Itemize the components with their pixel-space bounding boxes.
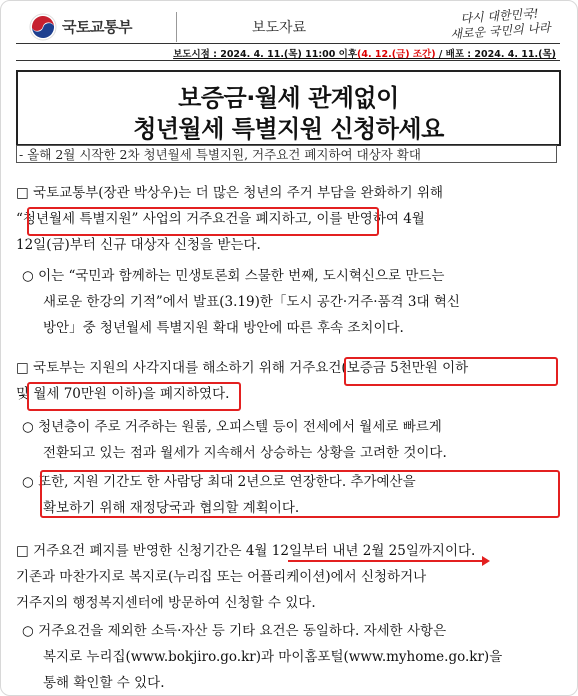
line-text: 거주요건을 제외한 소득·자산 등 기타 요건은 동일하다. 자세한 사항은: [38, 623, 447, 639]
square-bullet-icon: □: [16, 185, 29, 201]
slogan-line-1: 다시 대한민국!: [459, 6, 539, 26]
section-line: [16, 263, 556, 289]
section-line: 복지로 누리집(www.bokjiro.go.kr)과 마이홈포털(www.myhome.go.kr)을: [43, 649, 503, 665]
highlight-box-extension: [40, 470, 560, 518]
section-line: 12일(금)부터 신규 대상자 신청을 받는다.: [16, 237, 261, 253]
section-4: [16, 414, 556, 466]
circle-bullet-icon: ○: [22, 268, 34, 284]
circle-bullet-icon: ○: [22, 474, 34, 490]
section-line: “청년월세 특별지원” 사업의 거주요건을 폐지하고, 이를 반영하여 4월: [16, 211, 425, 227]
ministry-name: 국토교통부: [62, 18, 132, 36]
header-rule-top: [16, 43, 560, 44]
line-text: 청년층이 주로 거주하는 원룸, 오피스텔 등이 전세에서 월세로 빠르게: [38, 419, 442, 435]
slogan-line-2: 새로운 국민의 나라: [449, 20, 552, 42]
section-6: [16, 538, 556, 616]
header-rule-bottom: [16, 60, 560, 61]
title-box: [16, 70, 561, 146]
section-2: [16, 263, 556, 341]
section-line: 전환되고 있는 점과 월세가 지속해서 상승하는 상황을 고려한 것이다.: [43, 445, 447, 461]
highlight-box-residence-requirement: [27, 207, 379, 236]
line-text: 국토부는 지원의 사각지대를 해소하기 위해 거주요건(보증금 5천만원 이하: [33, 360, 469, 376]
section-line: 기존과 마찬가지로 복지로(누리집 또는 어플리케이션)에서 신청하거나: [16, 569, 427, 585]
section-line: 방안」중 청년월세 특별지원 확대 방안에 따른 후속 조치이다.: [43, 320, 404, 336]
section-line: 새로운 한강의 기적”에서 발표(3.19)한「도시 공간·거주·품격 3대 혁신: [43, 294, 460, 310]
section-line: [16, 180, 556, 206]
highlight-box-requirement-detail: [344, 357, 558, 386]
embargo-line: [173, 46, 556, 60]
section-line: 및 월세 70만원 이하)을 폐지하였다.: [16, 386, 230, 402]
headline-line-2: 청년월세 특별지원 신청하세요: [133, 115, 444, 143]
headline-line-1: 보증금·월세 관계없이: [178, 84, 399, 112]
section-line: 통해 확인할 수 있다.: [43, 675, 165, 691]
subtitle: - 올해 2월 시작한 2차 청년월세 특별지원, 거주요건 폐지하여 대상자 확대: [16, 145, 557, 163]
section-line: [16, 618, 556, 644]
press-release-header: [0, 0, 578, 60]
line-text: 또한, 지원 기간도 한 사람당 최대 2년으로 연장한다. 추가예산을: [38, 474, 416, 490]
circle-bullet-icon: ○: [22, 419, 34, 435]
arrow-head-icon: [482, 556, 490, 566]
circle-bullet-icon: ○: [22, 623, 34, 639]
section-line: 거주지의 행정복지센터에 방문하여 신청할 수 있다.: [16, 595, 316, 611]
square-bullet-icon: □: [16, 543, 29, 559]
section-line: 확보하기 위해 재정당국과 협의할 계획이다.: [43, 500, 300, 516]
section-line: [16, 414, 556, 440]
slogan: [439, 5, 561, 43]
line-text: 거주요건 폐지를 반영한 신청기간은 4월 12일부터 내년 2월 25일까지이다.: [33, 543, 476, 559]
header-divider: [176, 12, 177, 42]
line-text: 국토교통부(장관 박상우)는 더 많은 청년의 주거 부담을 완화하기 위해: [33, 185, 444, 201]
document-type: 보도자료: [252, 20, 307, 36]
highlight-underline-period: [288, 560, 484, 562]
embargo-time: 보도시점 : 2024. 4. 11.(목) 11:00 이후: [173, 49, 357, 60]
section-7: [16, 618, 556, 696]
square-bullet-icon: □: [16, 360, 29, 376]
highlight-box-abolished: [27, 382, 241, 411]
government-emblem-icon: [28, 12, 58, 42]
line-text: 이는 “국민과 함께하는 민생토론회 스물한 번째, 도시혁신으로 만드는: [38, 268, 445, 284]
distribution-date: / 배포 : 2024. 4. 11.(목): [435, 49, 556, 60]
embargo-morning-edition: (4. 12.(금) 조간): [357, 49, 436, 60]
